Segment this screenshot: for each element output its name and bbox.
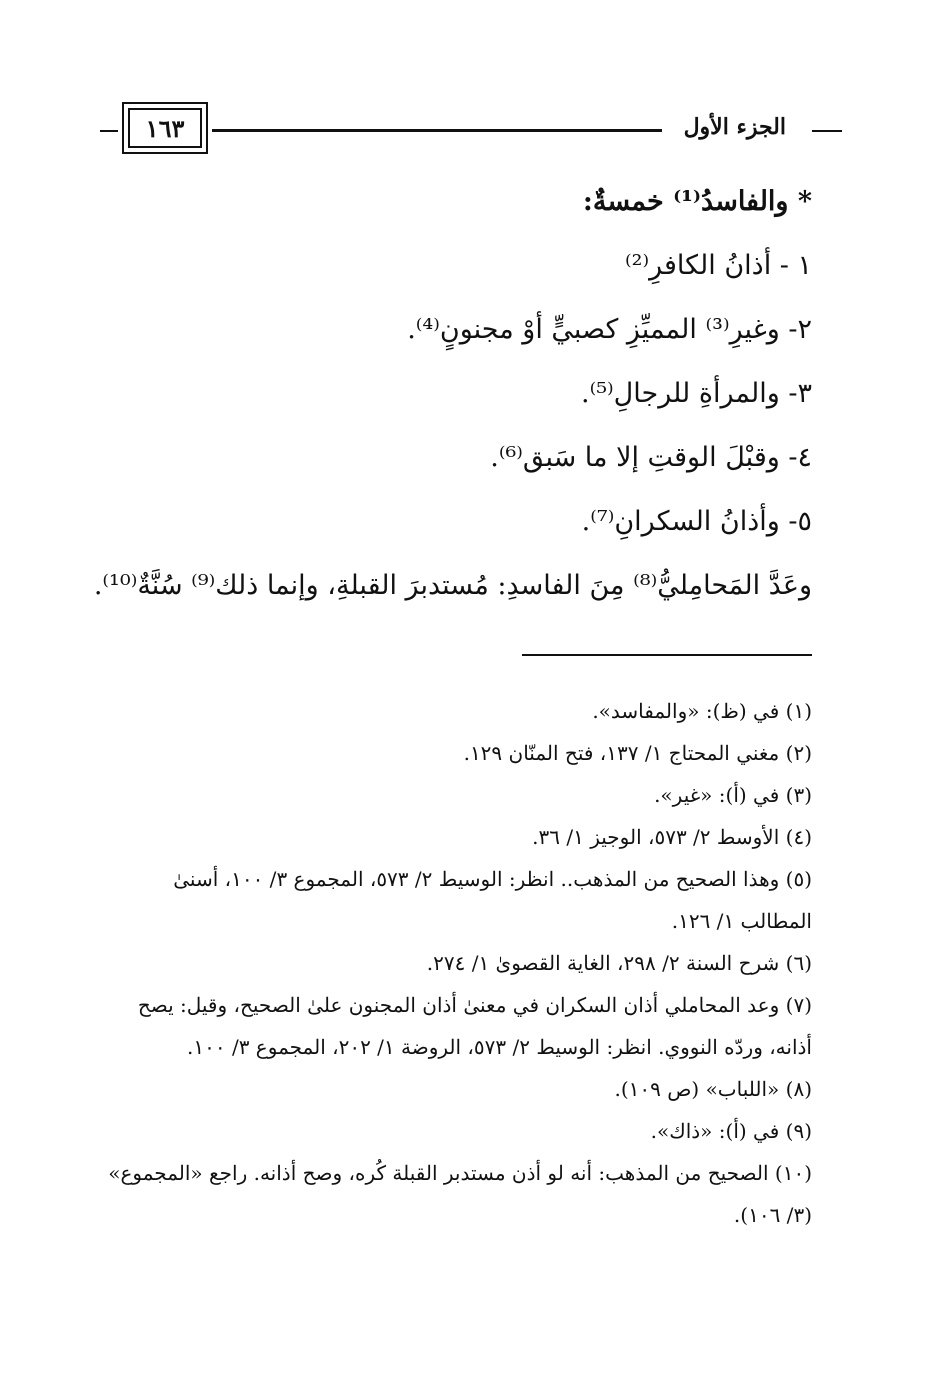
footnote-7: (٧) وعد المحاملي أذان السكران في معنىٰ أذان المجنون علىٰ الصحيح، وقيل: يصح أذانه، وردّه النووي. انظر: الوسيط ٢/ ٥٧٣، الروضة ١/ ٢٠٢، المجموع ٣/ ١٠٠. bbox=[137, 993, 812, 1059]
footnote-2: (٢) مغني المحتاج ١/ ١٣٧، فتح المنّان ١٢٩. bbox=[463, 741, 812, 765]
running-title: الجزء الأول bbox=[683, 114, 786, 140]
main-line-heading: * والفاسدُ⁽¹⁾ خمسةٌ: bbox=[582, 186, 812, 217]
footnote-separator bbox=[522, 654, 812, 656]
footnote-3: (٣) في (أ): «غير». bbox=[654, 783, 812, 807]
header-rule bbox=[212, 129, 662, 132]
header-rule-right bbox=[812, 130, 842, 132]
main-line-note: وعَدَّ المَحامِليُّ⁽⁸⁾ مِنَ الفاسدِ: مُستدبرَ القبلةِ، وإنما ذلك⁽⁹⁾ سُنَّةٌ⁽¹⁰⁾. bbox=[93, 570, 812, 601]
footnote-9: (٩) في (أ): «ذاك». bbox=[650, 1119, 812, 1143]
footnote-1: (١) في (ظ): «والمفاسد». bbox=[592, 699, 812, 723]
footnotes bbox=[104, 690, 812, 1236]
page-number-frame bbox=[122, 102, 208, 154]
footnote-5: (٥) وهذا الصحيح من المذهب.. انظر: الوسيط ٢/ ٥٧٣، المجموع ٣/ ١٠٠، أسنىٰ المطالب ١/ ١٢٦. bbox=[173, 867, 812, 933]
footnote-4: (٤) الأوسط ٢/ ٥٧٣، الوجيز ١/ ٣٦. bbox=[532, 825, 812, 849]
footnote-8: (٨) «اللباب» (ص ١٠٩). bbox=[614, 1077, 812, 1101]
footnote-10: (١٠) الصحيح من المذهب: أنه لو أذن مستدبر القبلة كُره، وصح أذانه. راجع «المجموع» (٣/ ١٠٦). bbox=[108, 1161, 812, 1227]
main-line-item-4: ٤- وقبْلَ الوقتِ إلا ما سَبق⁽⁶⁾. bbox=[490, 442, 812, 473]
main-line-item-5: ٥- وأذانُ السكرانِ⁽⁷⁾. bbox=[581, 506, 812, 537]
main-line-item-2: ٢- وغيرِ⁽³⁾ المميِّزِ كصبيٍّ أوْ مجنونٍ⁽⁴⁾. bbox=[407, 314, 812, 345]
page-number: ١٦٣ bbox=[128, 108, 202, 148]
footnote-6: (٦) شرح السنة ٢/ ٢٩٨، الغاية القصوىٰ ١/ ٢٧٤. bbox=[426, 951, 812, 975]
main-line-item-3: ٣- والمرأةِ للرجالِ⁽⁵⁾. bbox=[581, 378, 812, 409]
page-header bbox=[100, 102, 842, 162]
main-text bbox=[93, 178, 812, 626]
main-line-item-1: ١ - أذانُ الكافرِ⁽²⁾ bbox=[624, 250, 812, 281]
header-rule-left bbox=[100, 130, 118, 132]
